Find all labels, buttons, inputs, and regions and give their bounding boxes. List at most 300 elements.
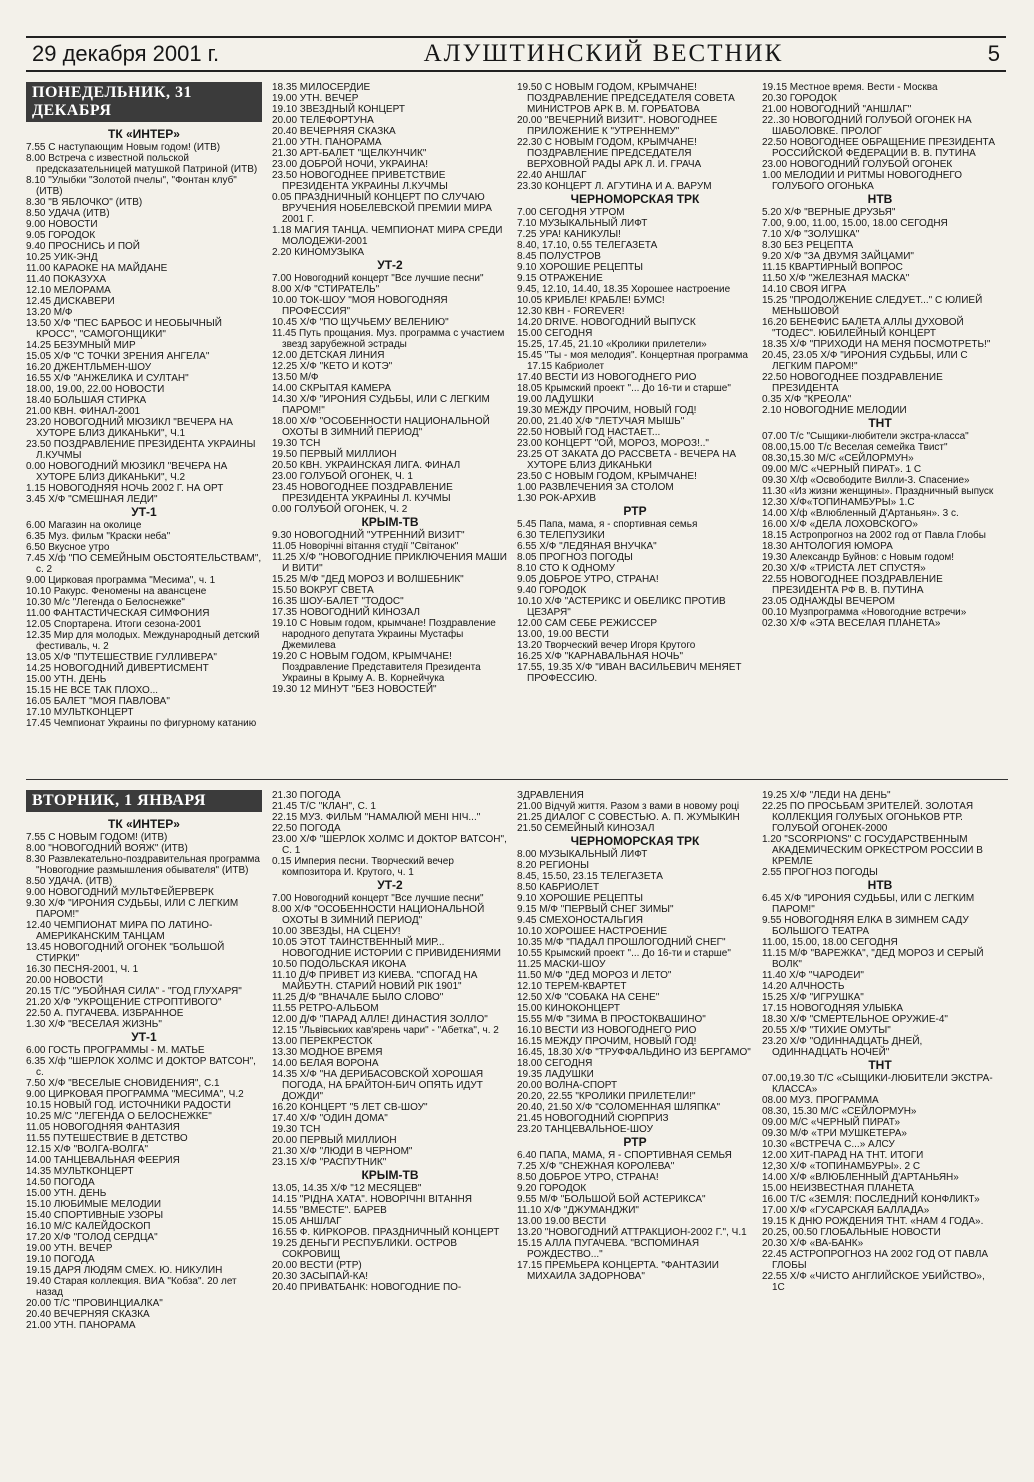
program-list (26, 128, 262, 729)
program-listing: 11.45 Путь прощания. Муз. программа с участием звезд зарубежной эстрады (272, 328, 505, 350)
program-listing: 7.45 Х/ф "ПО СЕМЕЙНЫМ ОБСТОЯТЕЛЬСТВАМ", с. 2 (26, 553, 262, 575)
program-listing: 9.00 Цирковая программа "Месима", ч. 1 (26, 575, 216, 586)
program-listing: 5.45 Папа, мама, я - спортивная семья (517, 519, 698, 530)
program-listing: 15.25, 17.45, 21.10 «Кролики прилетели» (517, 339, 707, 350)
masthead (26, 36, 1006, 72)
program-listing: 10.05 ЭТОТ ТАИНСТВЕННЫЙ МИР... НОВОГОДНИЕ ИСТОРИИ С ПРИВИДЕНИЯМИ (272, 937, 501, 959)
program-listing: 14.10 СВОЯ ИГРА (762, 284, 847, 295)
program-listing: 15.00 НЕИЗВЕСТНАЯ ПЛАНЕТА (762, 1183, 914, 1194)
program-listing: 17.15 НОВОГОДНЯЯ УЛЫБКА (762, 1003, 904, 1014)
program-listing: 19.10 ПОГОДА (26, 1254, 95, 1265)
program-listing: 12.30 КВН - FOREVER! (517, 306, 625, 317)
program-listing: 22.50 ПОГОДА (272, 823, 341, 834)
program-listing: 19.00 ЛАДУШКИ (517, 394, 594, 405)
program-listing: 21.00 Відчуй життя. Разом з вами в новому році (517, 801, 740, 812)
program-listing: 18.40 БОЛЬШАЯ СТИРКА (26, 395, 147, 406)
program-listing: 23.00 ГОЛУБОЙ ОГОНЕК, Ч. 1 (272, 471, 413, 482)
program-listing: 18.35 Х/Ф "ПРИХОДИ НА МЕНЯ ПОСМОТРЕТЬ!" (762, 339, 991, 350)
program-listing: 16.05 БАЛЕТ "МОЯ ПАВЛОВА" (26, 696, 170, 707)
program-listing: 2.10 НОВОГОДНИЕ МЕЛОДИИ (762, 405, 907, 416)
program-listing: 8.50 ДОБРОЕ УТРО, СТРАНА! (517, 1172, 659, 1183)
program-listing: 22.45 АСТРОПРОГНОЗ НА 2002 ГОД ОТ ПАВЛА ГЛОБЫ (762, 1249, 989, 1271)
program-listing: 12.40 ЧЕМПИОНАТ МИРА ПО ЛАТИНО-АМЕРИКАНСКИМ ТАНЦАМ (26, 920, 213, 942)
program-listing: 7.25 УРА! КАНИКУЛЫ! (517, 229, 621, 240)
program-listing: 11.15 КВАРТИРНЫЙ ВОПРОС (762, 262, 903, 273)
channel-heading: ТК «ИНТЕР» (108, 817, 180, 831)
program-listing: 1.30 РОК-АРХИВ (517, 493, 597, 504)
program-listing: 07.00,19.30 Т/С «СЫЩИКИ-ЛЮБИТЕЛИ ЭКСТРА-КЛАССА» (762, 1073, 993, 1095)
program-listing: 14.30 Х/Ф "ИРОНИЯ СУДЬБЫ, ИЛИ С ЛЕГКИМ ПАРОМ!" (272, 394, 490, 416)
program-listing: 16.10 ВЕСТИ ИЗ НОВОГОДНЕГО РИО (517, 1025, 697, 1036)
program-listing: 13.05 Х/Ф "ПУТЕШЕСТВИЕ ГУЛЛИВЕРА" (26, 652, 217, 663)
program-listing: 14.50 ПОГОДА (26, 1177, 95, 1188)
tuesday-column-2 (272, 790, 508, 1293)
program-listing: 18.30 АНТОЛОГИЯ ЮМОРА (762, 541, 893, 552)
program-listing: 15.00 КИНОКОНЦЕРТ (517, 1003, 620, 1014)
program-listing: 16.00 Х/Ф «ДЕЛА ЛОХОВСКОГО» (762, 519, 918, 530)
program-listing: 11.55 ПУТЕШЕСТВИЕ В ДЕТСТВО (26, 1133, 188, 1144)
program-listing: 7.50 Х/Ф "ВЕСЕЛЫЕ СНОВИДЕНИЯ", С.1 (26, 1078, 220, 1089)
program-listing: 15.40 СПОРТИВНЫЕ УЗОРЫ (26, 1210, 164, 1221)
program-listing: 9.10 ХОРОШИЕ РЕЦЕПТЫ (517, 893, 643, 904)
channel-heading: ТК «ИНТЕР» (108, 127, 180, 141)
program-listing: 20.25, 00.50 ГЛОБАЛЬНЫЕ НОВОСТИ (762, 1227, 941, 1238)
program-listing: 19.30 МЕЖДУ ПРОЧИМ, НОВЫЙ ГОД! (517, 405, 697, 416)
program-listing: 16.20 БЕНЕФИС БАЛЕТА АЛЛЫ ДУХОВОЙ "ТОДЕС". ЮБИЛЕЙНЫЙ КОНЦЕРТ (762, 317, 964, 339)
program-listing: 12,30 Х/Ф «ТОПИНАМБУРЫ». 2 С (762, 1161, 921, 1172)
program-listing: 12.10 МЕЛОРАМА (26, 285, 111, 296)
program-listing: 19.50 ПЕРВЫЙ МИЛЛИОН (272, 449, 397, 460)
program-listing: 7.00 Новогодний концерт "Все лучшие песни" (272, 273, 484, 284)
monday-section (26, 82, 1008, 772)
program-listing: 15.00 УТН. ДЕНЬ (26, 674, 107, 685)
program-listing: 13.00 19.00 ВЕСТИ (517, 1216, 607, 1227)
program-listing: 10.10 Х/Ф "АСТЕРИКС И ОБЕЛИКС ПРОТИВ ЦЕЗАРЯ" (517, 596, 726, 618)
program-listing: 14.25 БЕЗУМНЫЙ МИР (26, 340, 136, 351)
program-listing: 12.50 Х/Ф "СОБАКА НА СЕНЕ" (517, 992, 660, 1003)
program-listing: 20.00 Т/С "ПРОВИНЦИАЛКА" (26, 1298, 163, 1309)
program-listing: 16.25 Х/Ф "КАРНАВАЛЬНАЯ НОЧЬ" (517, 651, 684, 662)
program-listing: 20.30 Х/Ф «ВА-БАНК» (762, 1238, 864, 1249)
program-listing: 8.00 Х/Ф "ОСОБЕННОСТИ НАЦИОНАЛЬНОЙ ОХОТЫ В ЗИМНИЙ ПЕРИОД" (272, 904, 485, 926)
program-listing: 23.00 Х/Ф "ШЕРЛОК ХОЛМС И ДОКТОР ВАТСОН", С. 1 (272, 834, 507, 856)
program-listing: 8.30 БЕЗ РЕЦЕПТА (762, 240, 854, 251)
program-listing: 19.25 Х/Ф "ЛЕДИ НА ДЕНЬ" (762, 790, 891, 801)
program-listing: 11.05 Новорічні вітання студії "Світанок" (272, 541, 459, 552)
program-listing: 15.00 СЕГОДНЯ (517, 328, 593, 339)
program-listing: 18.05 Крымский проект "... До 16-ти и старше" (517, 383, 731, 394)
program-listing: 21.25 ДИАЛОГ С СОВЕСТЬЮ. А. П. ЖУМЫКИН (517, 812, 740, 823)
program-listing: 23.20 Х/Ф "ОДИННАДЦАТЬ ДНЕЙ, ОДИННАДЦАТЬ НОЧЕЙ" (762, 1036, 923, 1058)
program-listing: 14.00 Х/Ф «ВЛЮБЛЕННЫЙ Д'АРТАНЬЯН» (762, 1172, 959, 1183)
program-listing: 12.15 "Львівських кав'ярень чари" - "Абетка", ч. 2 (272, 1025, 499, 1036)
program-listing: 19.30 ТСН (272, 1124, 321, 1135)
program-listing: 15.55 М/Ф "ЗИМА В ПРОСТОКВАШИНО" (517, 1014, 706, 1025)
program-listing: 14.20 DRIVE. НОВОГОДНИЙ ВЫПУСК (517, 317, 696, 328)
program-listing: 19.15 Местное время. Вести - Москва (762, 82, 938, 93)
program-listing: 6.30 ТЕЛЕПУЗИКИ (517, 530, 605, 541)
program-listing: 02.30 Х/Ф «ЭТА ВЕСЕЛАЯ ПЛАНЕТА» (762, 618, 941, 629)
program-listing: 23.20 ТАНЦЕВАЛЬНОЕ-ШОУ (517, 1124, 653, 1135)
program-listing: 12.00 ДЕТСКАЯ ЛИНИЯ (272, 350, 385, 361)
program-listing: 0.00 НОВОГОДНИЙ МЮЗИКЛ "ВЕЧЕРА НА ХУТОРЕ БЛИЗ ДИКАНЬКИ", Ч.2 (26, 461, 228, 483)
program-listing: 09.00 М/С «ЧЕРНЫЙ ПИРАТ» (762, 1117, 901, 1128)
program-listing: 11.50 М/Ф "ДЕД МОРОЗ И ЛЕТО" (517, 970, 672, 981)
program-listing: 23.20 НОВОГОДНИЙ МЮЗИКЛ "ВЕЧЕРА НА ХУТОРЕ БЛИЗ ДИКАНЬКИ", Ч.1 (26, 417, 233, 439)
program-listing: 6.00 Магазин на околице (26, 520, 142, 531)
program-listing: 1.20 "SCORPIONS" С ГОСУДАРСТВЕННЫМ АКАДЕМИЧЕСКИМ ОРКЕСТРОМ РОССИИ В КРЕМЛЕ (762, 834, 983, 867)
program-listing: 11.25 МАСКИ-ШОУ (517, 959, 606, 970)
program-listing: 15.25 М/Ф "ДЕД МОРОЗ И ВОЛШЕБНИК" (272, 574, 464, 585)
day-header: ВТОРНИК, 1 ЯНВАРЯ (26, 790, 262, 812)
program-listing: 19.15 К ДНЮ РОЖДЕНИЯ ТНТ. «НАМ 4 ГОДА». (762, 1216, 984, 1227)
program-listing: 12.00 Д/Ф "ПАРАД АЛЛЕ! ДИНАСТИЯ ЗОЛЛО" (272, 1014, 488, 1025)
program-listing: 21.45 Т/С "КЛАН", С. 1 (272, 801, 376, 812)
program-listing: 10.15 НОВЫЙ ГОД. ИСТОЧНИКИ РАДОСТИ (26, 1100, 231, 1111)
tuesday-column-1 (26, 790, 262, 1331)
program-listing: 15.25 "ПРОДОЛЖЕНИЕ СЛЕДУЕТ..." С ЮЛИЕЙ МЕНЬШОВОЙ (762, 295, 983, 317)
program-listing: 15.05 АНШЛАГ (272, 1216, 342, 1227)
program-listing: 13.20 Творческий вечер Игоря Крутого (517, 640, 696, 651)
program-listing: 21.00 УТН. ПАНОРАМА (272, 137, 382, 148)
program-listing: 18.35 МИЛОСЕРДИЕ (272, 82, 371, 93)
program-listing: 8.05 ПРОГНОЗ ПОГОДЫ (517, 552, 633, 563)
program-listing: 17.45 Чемпионат Украины по фигурному катанию (26, 718, 257, 729)
program-listing: 13.50 Х/Ф "ПЕС БАРБОС И НЕОБЫЧНЫЙ КРОСС", "САМОГОНЩИКИ" (26, 318, 222, 340)
program-listing: 20.30 Х/Ф «ТРИСТА ЛЕТ СПУСТЯ» (762, 563, 926, 574)
program-listing: 1.18 МАГИЯ ТАНЦА. ЧЕМПИОНАТ МИРА СРЕДИ МОЛОДЕЖИ-2001 (272, 225, 503, 247)
program-listing: 7.25 Х/Ф "СНЕЖНАЯ КОРОЛЕВА" (517, 1161, 675, 1172)
program-listing: 9.10 ХОРОШИЕ РЕЦЕПТЫ (517, 262, 643, 273)
channel-heading: ТНТ (868, 416, 892, 430)
program-listing: 21.30 АРТ-БАЛЕТ "ЩЕЛКУНЧИК" (272, 148, 427, 159)
program-listing: 13.05, 14.35 Х/Ф "12 МЕСЯЦЕВ" (272, 1183, 422, 1194)
program-listing: 08.00 МУЗ. ПРОГРАММА (762, 1095, 879, 1106)
program-listing: 0.35 Х/Ф "КРЕОЛА" (762, 394, 852, 405)
program-listing: 8.40, 17.10, 0.55 ТЕЛЕГАЗЕТА (517, 240, 658, 251)
program-listing: 8.10 "Улыбки "Золотой пчелы", "Фонтан клуб" (ИТВ) (26, 175, 237, 197)
program-listing: 17.40 Х/Ф "ОДИН ДОМА" (272, 1113, 388, 1124)
program-listing: 8.50 УДАЧА (ИТВ) (26, 208, 110, 219)
program-listing: 12.15 Х/Ф "ВОЛГА-ВОЛГА" (26, 1144, 149, 1155)
program-listing: 13.20 "НОВОГОДНИЙ АТТРАКЦИОН-2002 Г.", Ч.1 (517, 1227, 747, 1238)
program-listing: 23.25 ОТ ЗАКАТА ДО РАССВЕТА - ВЕЧЕРА НА ХУТОРЕ БЛИЗ ДИКАНЬКИ (517, 449, 737, 471)
program-listing: 23.00 КОНЦЕРТ "ОЙ, МОРОЗ, МОРОЗ!.." (517, 438, 709, 449)
program-listing: 7.00 Новогодний концерт "Все лучшие песни" (272, 893, 484, 904)
program-listing: 8.45 ПОЛУСТРОВ (517, 251, 601, 262)
program-listing: 9.55 НОВОГОДНЯЯ ЕЛКА В ЗИМНЕМ САДУ БОЛЬШОГО ТЕАТРА (762, 915, 969, 937)
program-listing: 16.45, 18.30 Х/Ф "ТРУФФАЛЬДИНО ИЗ БЕРГАМО" (517, 1047, 751, 1058)
program-listing: 8.50 КАБРИОЛЕТ (517, 882, 600, 893)
program-listing: 10.30 М/с "Легенда о Белоснежке" (26, 597, 185, 608)
program-list (272, 82, 508, 695)
channel-heading: РТР (623, 1135, 647, 1149)
program-listing: 9.20 ГОРОДОК (517, 1183, 587, 1194)
program-listing: 7.10 МУЗЫКАЛЬНЫЙ ЛИФТ (517, 218, 648, 229)
program-listing: 5.20 Х/Ф "ВЕРНЫЕ ДРУЗЬЯ" (762, 207, 896, 218)
program-listing: 20.00 ПЕРВЫЙ МИЛЛИОН (272, 1135, 397, 1146)
program-listing: 00.10 Музпрограмма «Новогодние встречи» (762, 607, 967, 618)
program-listing: 12.00 САМ СЕБЕ РЕЖИССЕР (517, 618, 658, 629)
program-listing: 10.10 ХОРОШЕЕ НАСТРОЕНИЕ (517, 926, 668, 937)
program-listing: 22.30 С НОВЫМ ГОДОМ, КРЫМЧАНЕ! ПОЗДРАВЛЕНИЕ ПРЕДСЕДАТЕЛЯ ВЕРХОВНОЙ РАДЫ АРК Л. И. ГРАЧА (517, 137, 702, 170)
program-listing: 21.30 ПОГОДА (272, 790, 341, 801)
program-listing: 14.00 Х/ф «Влюбленный Д'Артаньян». 3 с. (762, 508, 959, 519)
program-listing: 16.20 ДЖЕНТЛЬМЕН-ШОУ (26, 362, 152, 373)
program-listing: 15.10 ЛЮБИМЫЕ МЕЛОДИИ (26, 1199, 162, 1210)
channel-heading: РТР (623, 504, 647, 518)
program-listing: 11.55 РЕТРО-АЛЬБОМ (272, 1003, 379, 1014)
program-listing: 13.00, 19.00 ВЕСТИ (517, 629, 609, 640)
program-listing: 6.00 ГОСТЬ ПРОГРАММЫ - М. МАТЬЕ (26, 1045, 205, 1056)
program-listing: 23.50 С НОВЫМ ГОДОМ, КРЫМЧАНЕ! (517, 471, 697, 482)
program-listing: 20.00 "ВЕЧЕРНИЙ ВИЗИТ". НОВОГОДНЕЕ ПРИЛОЖЕНИЕ К "УТРЕННЕМУ" (517, 115, 718, 137)
program-listing: 22.55 Х/Ф «ЧИСТО АНГЛИЙСКОЕ УБИЙСТВО», 1С (762, 1271, 985, 1293)
program-listing: 19.15 ДАРЯ ЛЮДЯМ СМЕХ. Ю. НИКУЛИН (26, 1265, 223, 1276)
program-listing: 14.15 "РІДНА ХАТА". НОВОРІЧНІ ВІТАННЯ (272, 1194, 472, 1205)
program-listing: 9.15 М/Ф "ПЕРВЫЙ СНЕГ ЗИМЫ" (517, 904, 674, 915)
program-listing: 15.45 "Ты - моя мелодия". Концертная программа 17.15 Кабриолет (517, 350, 748, 372)
program-listing: 14.00 БЕЛАЯ ВОРОНА (272, 1058, 379, 1069)
program-listing: 18.30 Х/Ф "СМЕРТЕЛЬНОЕ ОРУЖИЕ-4" (762, 1014, 948, 1025)
program-listing: 23.00 НОВОГОДНИЙ ГОЛУБОЙ ОГОНЕК (762, 159, 953, 170)
page-number: 5 (987, 41, 1000, 66)
program-listing: 6.55 Х/Ф "ЛЕДЯНАЯ ВНУЧКА" (517, 541, 657, 552)
program-listing: 23.50 НОВОГОДНЕЕ ПРИВЕТСТВИЕ ПРЕЗИДЕНТА УКРАИНЫ Л.КУЧМЫ (272, 170, 448, 192)
program-listing: 9.00 ЦИРКОВАЯ ПРОГРАММА "МЕСИМА", Ч.2 (26, 1089, 244, 1100)
program-listing: 21.30 Х/Ф "ЛЮДИ В ЧЕРНОМ" (272, 1146, 413, 1157)
program-listing: 1.00 МЕЛОДИИ И РИТМЫ НОВОГОДНЕГО ГОЛУБОГО ОГОНЬКА (762, 170, 963, 192)
program-listing: 20.45, 23.05 Х/Ф "ИРОНИЯ СУДЬБЫ, ИЛИ С ЛЕГКИМ ПАРОМ!" (762, 350, 968, 372)
program-listing: 8.30 Развлекательно-поздравительная программа "Новогодние размышления обывателя" (ИТВ) (26, 854, 260, 876)
program-listing: 7.55 С наступающим Новым годом! (ИТВ) (26, 142, 221, 153)
program-listing: 17.15 ПРЕМЬЕРА КОНЦЕРТА. "ФАНТАЗИИ МИХАИЛА ЗАДОРНОВА" (517, 1260, 719, 1282)
program-listing: 15.00 УТН. ДЕНЬ (26, 1188, 107, 1199)
program-listing: 13.45 НОВОГОДНИЙ ОГОНЕК "БОЛЬШОЙ СТИРКИ" (26, 942, 225, 964)
program-listing: 11.10 Д/Ф ПРИВЕТ ИЗ КИЕВА. "СПОГАД НА МАЙБУТН. СТАРИЙ НОВИЙ РІК 1901" (272, 970, 478, 992)
program-listing: 22.50 НОВЫЙ ГОД НАСТАЕТ... (517, 427, 661, 438)
program-listing: 17.35 НОВОГОДНИЙ КИНОЗАЛ (272, 607, 420, 618)
program-listing: 19.35 ЛАДУШКИ (517, 1069, 594, 1080)
program-list (762, 790, 998, 1293)
program-listing: 19.00 УТН. ВЕЧЕР (272, 93, 359, 104)
program-listing: 0.00 ГОЛУБОЙ ОГОНЕК, Ч. 2 (272, 504, 408, 515)
program-listing: 17.55, 19.35 Х/Ф "ИВАН ВАСИЛЬЕВИЧ МЕНЯЕТ ПРОФЕССИЮ. (517, 662, 742, 684)
program-listing: 14.35 МУЛЬТКОНЦЕРТ (26, 1166, 134, 1177)
program-listing: 23.50 ПОЗДРАВЛЕНИЕ ПРЕЗИДЕНТА УКРАИНЫ Л.КУЧМЫ (26, 439, 256, 461)
program-listing: 9.30 Х/Ф "ИРОНИЯ СУДЬБЫ, ИЛИ С ЛЕГКИМ ПАРОМ!" (26, 898, 239, 920)
program-listing: 14.20 АЛЧНОСТЬ (762, 981, 845, 992)
program-listing: 11.40 Х/Ф "ЧАРОДЕИ" (762, 970, 864, 981)
program-listing: 17.40 ВЕСТИ ИЗ НОВОГОДНЕГО РИО (517, 372, 697, 383)
channel-heading: УТ-1 (131, 1030, 157, 1044)
program-listing: 21.00 КВН. ФИНАЛ-2001 (26, 406, 141, 417)
program-listing: 11.00, 15.00, 18.00 СЕГОДНЯ (762, 937, 898, 948)
program-listing: 9.00 НОВОГОДНИЙ МУЛЬТФЕЙЕРВЕРК (26, 887, 214, 898)
program-listing: 23.15 Х/Ф "РАСПУТНИК" (272, 1157, 387, 1168)
channel-heading: НТВ (867, 878, 893, 892)
program-listing: 19.25 ДЕНЬГИ РЕСПУБЛИКИ. ОСТРОВ СОКРОВИЩ (272, 1238, 458, 1260)
program-listing: 19.40 Старая коллекция. ВИА "Кобза". 20 лет назад (26, 1276, 237, 1298)
program-listing: 9.40 ПРОСНИСЬ И ПОЙ (26, 241, 140, 252)
program-listing: 13.30 МОДНОЕ ВРЕМЯ (272, 1047, 383, 1058)
program-listing: 13.00 ПЕРЕКРЕСТОК (272, 1036, 373, 1047)
program-listing: 14.00 СКРЫТАЯ КАМЕРА (272, 383, 391, 394)
program-listing: 8.00 Встреча с известной польской предсказательницей матушкой Патриной (ИТВ) (26, 153, 258, 175)
program-listing: 3.45 Х/Ф "СМЕШНАЯ ЛЕДИ" (26, 494, 158, 505)
program-listing: 9.15 ОТРАЖЕНИЕ (517, 273, 603, 284)
program-listing: 10.00 ЗВЕЗДЫ, НА СЦЕНУ! (272, 926, 401, 937)
program-listing: 2.55 ПРОГНОЗ ПОГОДЫ (762, 867, 878, 878)
program-listing: 21.50 СЕМЕЙНЫЙ КИНОЗАЛ (517, 823, 655, 834)
program-listing: 14.35 Х/Ф "НА ДЕРИБАСОВСКОЙ ХОРОШАЯ ПОГОДА, НА БРАЙТОН-БИЧ ОПЯТЬ ИДУТ ДОЖДИ" (272, 1069, 484, 1102)
tuesday-column-3 (517, 790, 753, 1282)
program-listing: 18.00, 19.00, 22.00 НОВОСТИ (26, 384, 165, 395)
program-listing: 20.30 ЗАСЫПАЙ-КА! (272, 1271, 369, 1282)
program-listing: 16.15 МЕЖДУ ПРОЧИМ, НОВЫЙ ГОД! (517, 1036, 697, 1047)
program-listing: 23.05 ОДНАЖДЫ ВЕЧЕРОМ (762, 596, 895, 607)
program-listing: 11.30 «Из жизни женщины». Праздничный выпуск (762, 486, 994, 497)
program-listing: 11.00 КАРАОКЕ НА МАЙДАНЕ (26, 263, 168, 274)
program-list (272, 790, 508, 1293)
program-listing: 22.15 МУЗ. ФИЛЬМ "НАМАЛЮЙ МЕНІ НІЧ..." (272, 812, 481, 823)
channel-heading: ТНТ (868, 1058, 892, 1072)
monday-column-1 (26, 82, 262, 729)
program-listing: 21.20 Х/Ф "УКРОЩЕНИЕ СТРОПТИВОГО" (26, 997, 222, 1008)
program-listing: 0.15 Империя песни. Творческий вечер композитора И. Крутого, ч. 1 (272, 856, 454, 878)
program-listing: 2.20 КИНОМУЗЫКА (272, 247, 365, 258)
program-listing: 18.15 Астропрогноз на 2002 год от Павла Глобы (762, 530, 986, 541)
program-listing: 16.20 КОНЦЕРТ "5 ЛЕТ СВ-ШОУ" (272, 1102, 428, 1113)
program-listing: 12.05 Спортарена. Итоги сезона-2001 (26, 619, 202, 630)
program-listing: 17.10 МУЛЬТКОНЦЕРТ (26, 707, 134, 718)
program-listing: 20.00 ТЕЛЕФОРТУНА (272, 115, 374, 126)
program-listing: 19.20 С НОВЫМ ГОДОМ, КРЫМЧАНЕ! Поздравление Представителя Президента Украины в Крыму А. В. Корнейчука (272, 651, 481, 684)
program-listing: 20.20, 22.55 "КРОЛИКИ ПРИЛЕТЕЛИ!" (517, 1091, 696, 1102)
program-listing: 19.30 Александр Буйнов: с Новым годом! (762, 552, 955, 563)
program-listing: 22.50 НОВОГОДНЕЕ ОБРАЩЕНИЕ ПРЕЗИДЕНТА РОССИЙСКОЙ ФЕДЕРАЦИИ В. В. ПУТИНА (762, 137, 996, 159)
program-listing: 19.10 С Новым годом, крымчане! Поздравление народного депутата Украины Мустафы Джемилева (272, 618, 496, 651)
program-listing: 0.05 ПРАЗДНИЧНЫЙ КОНЦЕРТ ПО СЛУЧАЮ ВРУЧЕНИЯ НОБЕЛЕВСКОЙ ПРЕМИИ МИРА 2001 Г. (272, 192, 492, 225)
channel-heading: УТ-2 (377, 258, 403, 272)
program-listing: 12.00 ХИТ-ПАРАД НА ТНТ. ИТОГИ (762, 1150, 924, 1161)
program-listing: 11.15 М/Ф "ВАРЕЖКА", "ДЕД МОРОЗ И СЕРЫЙ ВОЛК" (762, 948, 984, 970)
day-header: ПОНЕДЕЛЬНИК, 31 ДЕКАБРЯ (26, 82, 262, 122)
program-listing: 09.30 М/Ф «ТРИ МУШКЕТЕРА» (762, 1128, 907, 1139)
program-listing: 23.00 ДОБРОЙ НОЧИ, УКРАИНА! (272, 159, 429, 170)
program-listing: 10.50 ПОДОЛЬСКАЯ ИКОНА (272, 959, 407, 970)
program-listing: 11.50 Х/Ф "ЖЕЛЕЗНАЯ МАСКА" (762, 273, 910, 284)
program-listing: 14.55 "ВМЕСТЕ". БАРЕВ (272, 1205, 387, 1216)
program-listing: 9.45, 12.10, 14.40, 18.35 Хорошее настроение (517, 284, 731, 295)
channel-heading: ЧЕРНОМОРСКАЯ ТРК (570, 834, 700, 848)
program-listing: 9.00 НОВОСТИ (26, 219, 98, 230)
program-listing: 11.25 Х/Ф "НОВОГОДНИЕ ПРИКЛЮЧЕНИЯ МАШИ И ВИТИ" (272, 552, 507, 574)
program-listing: 22.50 НОВОГОДНЕЕ ПОЗДРАВЛЕНИЕ ПРЕЗИДЕНТА (762, 372, 943, 394)
monday-column-4 (762, 82, 998, 629)
program-listing: ЗДРАВЛЕНИЯ (517, 790, 584, 801)
program-listing: 16.00 Т/С «ЗЕМЛЯ: ПОСЛЕДНИЙ КОНФЛИКТ» (762, 1194, 980, 1205)
program-listing: 8.45, 15.50, 23.15 ТЕЛЕГАЗЕТА (517, 871, 663, 882)
program-list (517, 82, 753, 684)
monday-column-3 (517, 82, 753, 684)
program-listing: 6.35 Х/ф "ШЕРЛОК ХОЛМС И ДОКТОР ВАТСОН", с. (26, 1056, 256, 1078)
program-listing: 10.35 М/Ф "ПАДАЛ ПРОШЛОГОДНИЙ СНЕГ" (517, 937, 726, 948)
program-listing: 12.30 Х/Ф«ТОПИНАМБУРЫ» 1.С (762, 497, 915, 508)
tuesday-column-4 (762, 790, 998, 1293)
program-listing: 08.30,15.30 М/С «СЕЙЛОРМУН» (762, 453, 914, 464)
program-listing: 20.40 ВЕЧЕРНЯЯ СКАЗКА (26, 1309, 150, 1320)
program-listing: 21.00 НОВОГОДНИЙ "АНШЛАГ" (762, 104, 912, 115)
program-listing: 8.00 Х/Ф "СТИРАТЕЛЬ" (272, 284, 380, 295)
channel-heading: ЧЕРНОМОРСКАЯ ТРК (570, 192, 700, 206)
program-listing: 22.40 АНШЛАГ (517, 170, 587, 181)
program-listing: 10.45 Х/Ф "ПО ЩУЧЬЕМУ ВЕЛЕНИЮ" (272, 317, 449, 328)
program-listing: 1.15 НОВОГОДНЯЯ НОЧЬ 2002 Г. НА ОРТ (26, 483, 224, 494)
program-listing: 8.20 РЕГИОНЫ (517, 860, 590, 871)
program-listing: 20.00 НОВОСТИ (26, 975, 104, 986)
program-listing: 11.10 Х/Ф "ДЖУМАНДЖИ" (517, 1205, 639, 1216)
channel-heading: УТ-2 (377, 878, 403, 892)
program-listing: 18.00 Х/Ф "ОСОБЕННОСТИ НАЦИОНАЛЬНОЙ ОХОТЫ В ЗИМНИЙ ПЕРИОД" (272, 416, 490, 438)
program-listing: 11.05 НОВОГОДНЯЯ ФАНТАЗИЯ (26, 1122, 180, 1133)
program-listing: 16.55 Х/Ф "АНЖЕЛИКА И СУЛТАН" (26, 373, 189, 384)
program-listing: 8.00 МУЗЫКАЛЬНЫЙ ЛИФТ (517, 849, 648, 860)
program-listing: 1.30 Х/Ф "ВЕСЕЛАЯ ЖИЗНЬ" (26, 1019, 162, 1030)
program-listing: 8.50 УДАЧА. (ИТВ) (26, 876, 113, 887)
channel-heading: НТВ (867, 192, 893, 206)
program-listing: 9.20 Х/Ф "ЗА ДВУМЯ ЗАЙЦАМИ" (762, 251, 914, 262)
program-listing: 10.25 УИК-ЭНД (26, 252, 98, 263)
monday-column-2 (272, 82, 508, 695)
program-listing: 7.00, 9.00, 11.00, 15.00, 18.00 СЕГОДНЯ (762, 218, 948, 229)
program-listing: 9.05 ГОРОДОК (26, 230, 96, 241)
program-listing: 11.40 ПОКАЗУХА (26, 274, 107, 285)
program-listing: 13.50 М/Ф (272, 372, 319, 383)
program-listing: 08.30, 15.30 М/С «СЕЙЛОРМУН» (762, 1106, 917, 1117)
program-listing: 23.30 КОНЦЕРТ Л. АГУТИНА И А. ВАРУМ (517, 181, 712, 192)
program-listing: 8.00 "НОВОГОДНИЙ ВОЯЖ" (ИТВ) (26, 843, 188, 854)
program-listing: 23.45 НОВОГОДНЕЕ ПОЗДРАВЛЕНИЕ ПРЕЗИДЕНТА УКРАИНЫ Л. КУЧМЫ (272, 482, 453, 504)
program-listing: 8.10 СТО К ОДНОМУ (517, 563, 615, 574)
program-listing: 1.00 РАЗВЛЕЧЕНИЯ ЗА СТОЛОМ (517, 482, 674, 493)
program-listing: 22..30 НОВОГОДНИЙ ГОЛУБОЙ ОГОНЕК НА ШАБОЛОВКЕ. ПРОЛОГ (762, 115, 972, 137)
program-listing: 15.50 ВОКРУГ СВЕТА (272, 585, 374, 596)
program-listing: 16.30 ПЕСНЯ-2001, Ч. 1 (26, 964, 139, 975)
program-listing: 20.50 КВН. УКРАИНСКАЯ ЛИГА. ФИНАЛ (272, 460, 461, 471)
program-listing: 20.30 ГОРОДОК (762, 93, 837, 104)
program-listing: 20.15 Т/С "УБОЙНАЯ СИЛА" - "ГОД ГЛУХАРЯ" (26, 986, 242, 997)
program-listing: 15.15 АЛЛА ПУГАЧЕВА. "ВСПОМИНАЯ РОЖДЕСТВО..." (517, 1238, 700, 1260)
program-listing: 08.00,15.00 Т/с Веселая семейка Твист" (762, 442, 948, 453)
program-listing: 22.25 ПО ПРОСЬБАМ ЗРИТЕЛЕЙ. ЗОЛОТАЯ КОЛЛЕКЦИЯ ГОЛУБЫХ ОГОНЬКОВ РТР. ГОЛУБОЙ ОГОНЕК-2000 (762, 801, 974, 834)
program-list (26, 818, 262, 1331)
newspaper-title: АЛУШТИНСКИЙ ВЕСТНИК (423, 40, 784, 67)
program-listing: 9.30 НОВОГОДНИЙ "УТРЕННИЙ ВИЗИТ" (272, 530, 465, 541)
program-listing: 21.45 НОВОГОДНИЙ СЮРПРИЗ (517, 1113, 669, 1124)
program-listing: 9.05 ДОБРОЕ УТРО, СТРАНА! (517, 574, 659, 585)
program-listing: 16.35 ШОУ-БАЛЕТ "ТОДОС" (272, 596, 404, 607)
program-listing: 20.00 ВОЛНА-СПОРТ (517, 1080, 618, 1091)
program-listing: 8.30 "В ЯБЛОЧКО" (ИТВ) (26, 197, 143, 208)
program-listing: 18.00 СЕГОДНЯ (517, 1058, 593, 1069)
program-listing: 09.30 Х/ф «Освободите Вилли-3. Спасение» (762, 475, 970, 486)
program-list (762, 82, 998, 629)
program-listing: 9.45 СМЕХОНОСТАЛЬГИЯ (517, 915, 643, 926)
program-listing: 15.25 Х/Ф "ИГРУШКА" (762, 992, 864, 1003)
program-listing: 20.40 ПРИВАТБАНК: НОВОГОДНИЕ ПО- (272, 1282, 462, 1293)
section-divider (26, 779, 1008, 780)
